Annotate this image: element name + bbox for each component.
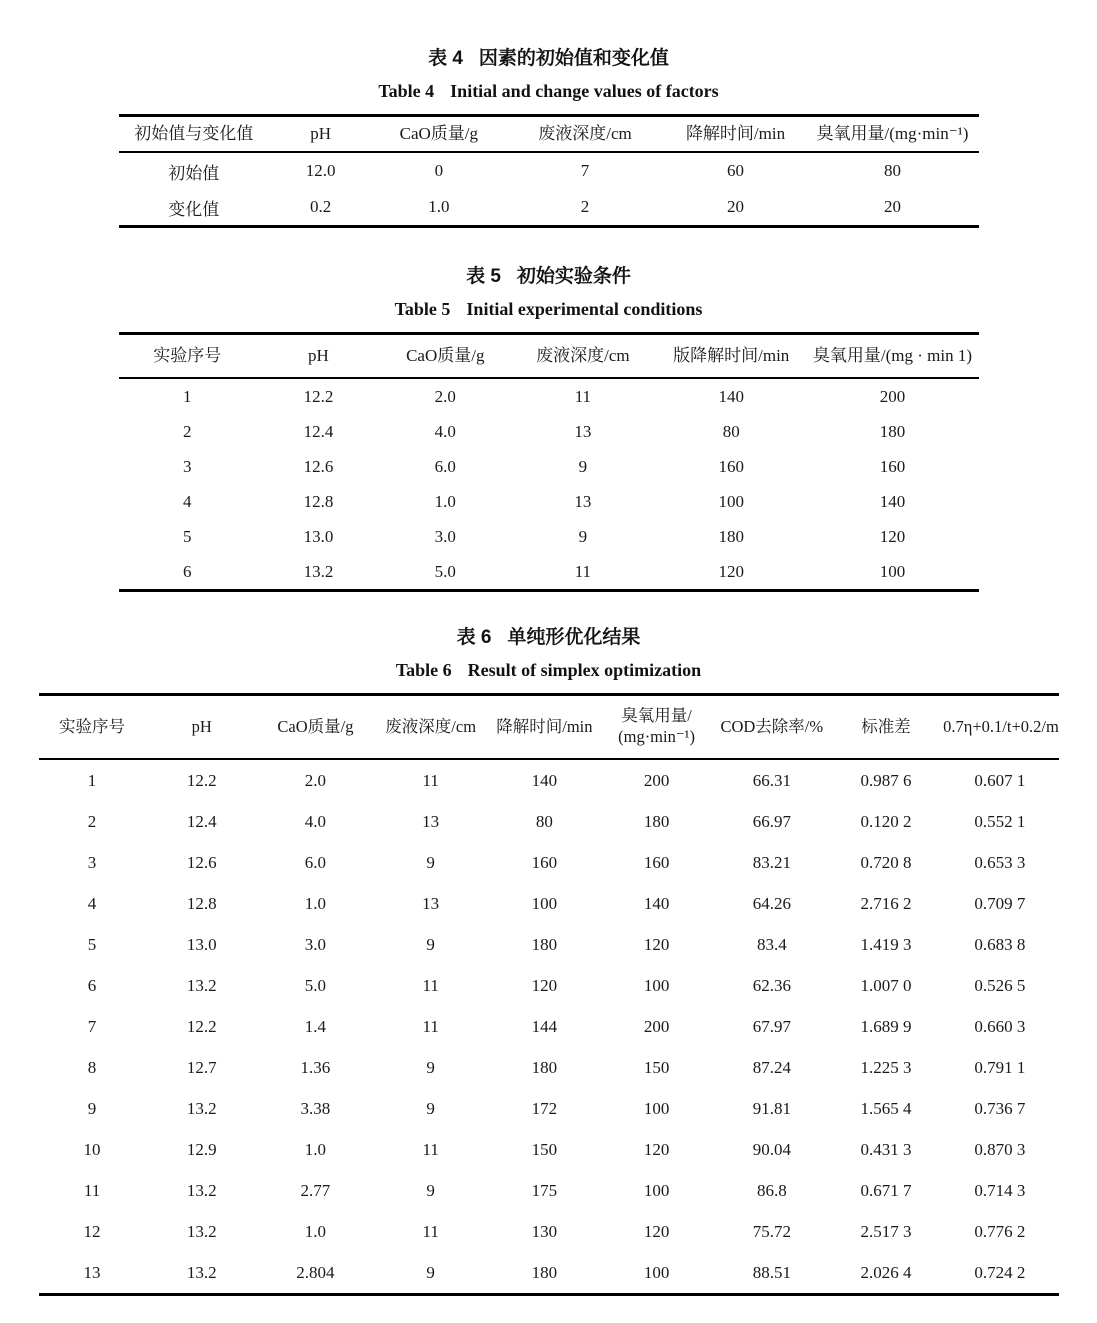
table-cell: 160 [718,456,744,476]
table-cell: 13 [83,1262,101,1282]
table-cell: 11 [574,386,592,406]
table-cell: 80 [883,161,901,180]
table-cell: 0.607 1 [974,770,1026,790]
table-cell: 120 [718,561,744,581]
table5-section [0,264,1097,592]
table-cell: 100 [531,893,558,913]
table6-header [39,695,1059,760]
header-row [119,334,979,379]
table-row [39,924,1059,965]
table-cell: 83.4 [756,934,787,954]
table-cell: 4.0 [304,811,327,831]
table6-caption-en [0,657,1097,683]
table-row [119,554,979,591]
table-cell: 0.776 2 [974,1221,1026,1241]
table4-body [119,152,979,227]
table-cell: 200 [879,386,906,406]
column-header: CaO质量/g [406,346,485,366]
column-header: 0.7η+0.1/t+0.2/m [943,716,1059,736]
table-cell: 9 [426,1180,435,1200]
table-cell: 180 [718,526,744,546]
table-cell: 5 [87,934,97,954]
table-cell: 12.8 [186,893,217,913]
table5-body [119,378,979,591]
table5-caption-zh [0,264,1097,290]
table-cell: 8 [87,1057,97,1077]
table-row [39,1170,1059,1211]
table6-caption-en-label: Table 6 [395,660,452,680]
table-cell: 120 [643,1221,670,1241]
table5-caption-en-title: Initial experimental conditions [466,299,703,319]
table-cell: 13.2 [186,1180,217,1200]
table-cell: 66.97 [752,811,791,831]
table-row [119,414,979,449]
table-row [119,484,979,519]
table-cell: 13.0 [303,526,334,546]
table-row [39,1006,1059,1047]
table-row [39,1047,1059,1088]
table-cell: 160 [879,456,906,476]
table-cell: 1.4 [304,1016,327,1036]
table-cell: 4 [183,491,192,511]
table4-section [0,46,1097,228]
table-cell: 12.8 [303,491,334,511]
table6-caption-en-title: Result of simplex optimization [467,660,702,680]
table-cell: 11 [422,1221,439,1241]
table-row [119,152,979,189]
table-cell: 13 [422,893,440,913]
table-row [119,189,979,227]
table-cell: 11 [422,1139,439,1159]
table-cell: 180 [879,421,906,441]
column-header: 臭氧用量/(mg · min 1) [812,346,973,366]
table6-body [39,759,1059,1295]
table-cell: 2 [87,811,97,831]
table-row [39,1211,1059,1252]
column-header: 版降解时间/min [673,346,790,366]
table5-caption-zh-title: 初始实验条件 [516,266,631,287]
table-cell: 11 [422,770,439,790]
table-cell: 1.419 3 [860,934,912,954]
table-cell: 3.0 [434,526,456,546]
table-cell: 75.72 [752,1221,791,1241]
table6-caption-zh [0,625,1097,651]
table-cell: 12.6 [303,456,334,476]
table5-caption-zh-label: 表 5 [466,266,501,287]
column-header: 初始值与变化值 [134,124,254,144]
table-cell: 5 [183,526,192,546]
table-cell: 13 [574,421,592,441]
table-cell: 100 [643,1180,670,1200]
table-row [119,519,979,554]
table-cell: 0.671 7 [860,1180,912,1200]
table-cell: 2.804 [296,1262,335,1282]
table-cell: 13.2 [186,1098,217,1118]
table-row [39,801,1059,842]
table-cell: 0.709 7 [974,893,1026,913]
table6-section [0,625,1097,1296]
table-cell: 0.120 2 [860,811,912,831]
table-row [39,759,1059,801]
table-cell: 150 [643,1057,670,1077]
table-cell: 12.4 [186,811,217,831]
table-cell: 1.225 3 [860,1057,912,1077]
table-cell: 200 [643,770,670,790]
table-cell: 2.517 3 [860,1221,912,1241]
table-cell: 2 [580,197,590,216]
table-cell: 2.716 2 [860,893,912,913]
table-cell: 0.791 1 [974,1057,1026,1077]
table-cell: 11 [83,1180,101,1200]
table-cell: 9 [578,526,588,546]
table-cell: 0.526 5 [974,975,1026,995]
table-cell: 100 [643,1262,670,1282]
column-header: 降解时间/min [685,124,786,144]
table-cell: 6.0 [434,456,456,476]
table-cell: 4 [87,893,97,913]
table-cell: 13.2 [186,1221,217,1241]
table-cell: 12.6 [186,852,217,872]
table-cell: 10 [83,1139,101,1159]
table-cell: 13.2 [303,561,334,581]
table-cell: 1.689 9 [860,1016,912,1036]
table-cell: 130 [531,1221,558,1241]
table-cell: 1.0 [304,1139,327,1159]
column-header: CaO质量/g [399,124,479,144]
table-cell: 12 [83,1221,101,1241]
table-row [39,1129,1059,1170]
table-cell: 12.7 [186,1057,217,1077]
table-cell: 80 [535,811,553,831]
table5 [119,332,979,592]
column-header: 臭氧用量/ (mg·min⁻¹) [618,706,696,746]
table-cell: 13.2 [186,975,217,995]
table-cell: 9 [426,852,435,872]
column-header: 废液深度/cm [536,346,630,366]
table-cell: 120 [643,934,670,954]
table-row [39,1088,1059,1129]
table-cell: 0.736 7 [974,1098,1026,1118]
table-cell: 180 [531,934,558,954]
table-cell: 9 [578,456,588,476]
table-cell: 175 [531,1180,558,1200]
table-cell: 12.2 [186,1016,217,1036]
table-cell: 5.0 [434,561,456,581]
column-header: 实验序号 [59,716,126,736]
table-cell: 初始值 [168,163,220,183]
table-cell: 1.0 [428,197,450,216]
column-header: 废液深度/cm [538,124,632,144]
table5-caption-en-label: Table 5 [394,299,451,319]
table-cell: 11 [574,561,592,581]
table-cell: 144 [531,1016,558,1036]
table-cell: 90.04 [752,1139,791,1159]
table-cell: 2 [183,421,192,441]
table-cell: 1 [183,386,192,406]
table-cell: 86.8 [756,1180,787,1200]
table-cell: 140 [531,770,558,790]
table-row [119,449,979,484]
table6-caption-zh-label: 表 6 [456,627,492,648]
table4-caption-zh-label: 表 4 [428,48,463,69]
table-cell: 9 [426,934,435,954]
table-cell: 1.007 0 [860,975,912,995]
table-cell: 13 [574,491,592,511]
table-cell: 1.0 [304,893,327,913]
header-row [39,695,1059,760]
table-cell: 20 [727,197,745,216]
table-cell: 1.0 [304,1221,327,1241]
table-cell: 60 [727,161,745,180]
table-cell: 1.36 [300,1057,331,1077]
table-cell: 变化值 [168,199,220,219]
table-row [39,965,1059,1006]
table-cell: 83.21 [752,852,791,872]
table-cell: 0.720 8 [860,852,912,872]
table-cell: 67.97 [752,1016,791,1036]
table-row [39,842,1059,883]
table-cell: 11 [422,975,439,995]
table-cell: 3.38 [300,1098,331,1118]
table-cell: 13.0 [186,934,217,954]
table-row [39,883,1059,924]
table-cell: 4.0 [434,421,456,441]
table4-caption-en [0,78,1097,104]
table-cell: 9 [426,1098,435,1118]
table-cell: 0 [434,161,444,180]
table-cell: 12.4 [303,421,334,441]
table-cell: 12.9 [186,1139,217,1159]
table-cell: 12.2 [303,386,334,406]
table-cell: 6.0 [304,852,327,872]
table-cell: 2.0 [434,386,456,406]
table-cell: 80 [722,421,740,441]
table-cell: 66.31 [752,770,791,790]
table-cell: 1.0 [434,491,456,511]
table-cell: 0.653 3 [974,852,1026,872]
table-cell: 172 [531,1098,558,1118]
table-row [39,1252,1059,1295]
table-cell: 160 [643,852,670,872]
table-cell: 12.2 [186,770,217,790]
column-header: 降解时间/min [496,716,593,736]
table4-caption-zh-title: 因素的初始值和变化值 [478,48,669,69]
table4-caption-en-title: Initial and change values of factors [450,81,719,101]
column-header: 实验序号 [153,346,222,366]
table-cell: 0.714 3 [974,1180,1026,1200]
table-cell: 12.0 [305,161,336,180]
table-cell: 6 [183,561,192,581]
table-cell: 120 [643,1139,670,1159]
table-cell: 13.2 [186,1262,217,1282]
table6 [39,693,1059,1296]
table-cell: 120 [531,975,558,995]
table-cell: 0.724 2 [974,1262,1026,1282]
table-cell: 20 [883,197,901,216]
table-cell: 120 [879,526,906,546]
table-cell: 1.565 4 [860,1098,912,1118]
table-cell: 3 [183,456,192,476]
table-cell: 2.026 4 [860,1262,912,1282]
table-cell: 150 [531,1139,558,1159]
table-cell: 180 [531,1057,558,1077]
column-header: COD去除率/% [720,716,824,736]
table4-caption-zh [0,46,1097,72]
table-cell: 7 [580,161,590,180]
table-cell: 3.0 [304,934,327,954]
column-header: 废液深度/cm [385,716,477,736]
table-cell: 7 [87,1016,97,1036]
table-cell: 1 [87,770,97,790]
column-header: CaO质量/g [277,716,354,736]
table-cell: 180 [531,1262,558,1282]
table-cell: 0.660 3 [974,1016,1026,1036]
table-cell: 160 [531,852,558,872]
table-cell: 100 [643,975,670,995]
table-cell: 9 [426,1057,435,1077]
table4 [119,114,979,228]
table-cell: 6 [87,975,97,995]
table5-caption-en [0,296,1097,322]
column-header: 标准差 [861,716,911,736]
column-header: pH [191,716,212,736]
table-row [119,378,979,414]
table-cell: 13 [422,811,440,831]
table-cell: 140 [643,893,670,913]
table-cell: 100 [643,1098,670,1118]
table-cell: 2.0 [304,770,327,790]
table5-header [119,334,979,379]
table-cell: 2.77 [300,1180,331,1200]
table-cell: 9 [87,1098,97,1118]
table-cell: 0.683 8 [974,934,1026,954]
table-cell: 11 [422,1016,439,1036]
table-cell: 88.51 [752,1262,791,1282]
table-cell: 3 [87,852,97,872]
table-cell: 62.36 [752,975,791,995]
column-header: 臭氧用量/(mg·min⁻¹) [816,124,969,144]
table-cell: 180 [643,811,670,831]
table-cell: 100 [718,491,744,511]
table-cell: 9 [426,1262,435,1282]
table-cell: 64.26 [752,893,791,913]
table-cell: 0.431 3 [860,1139,912,1159]
column-header: pH [308,346,329,366]
table-cell: 5.0 [304,975,327,995]
table-cell: 100 [879,561,906,581]
table-cell: 0.870 3 [974,1139,1026,1159]
table-cell: 91.81 [752,1098,791,1118]
table-cell: 200 [643,1016,670,1036]
table-cell: 87.24 [752,1057,791,1077]
table-cell: 0.2 [309,197,332,216]
table-cell: 140 [718,386,744,406]
table4-caption-en-label: Table 4 [378,81,435,101]
table-cell: 0.552 1 [974,811,1026,831]
header-row [119,116,979,153]
table-cell: 0.987 6 [860,770,912,790]
column-header: pH [310,124,331,144]
table4-header [119,116,979,153]
table-cell: 140 [879,491,906,511]
table6-caption-zh-title: 单纯形优化结果 [507,627,641,648]
